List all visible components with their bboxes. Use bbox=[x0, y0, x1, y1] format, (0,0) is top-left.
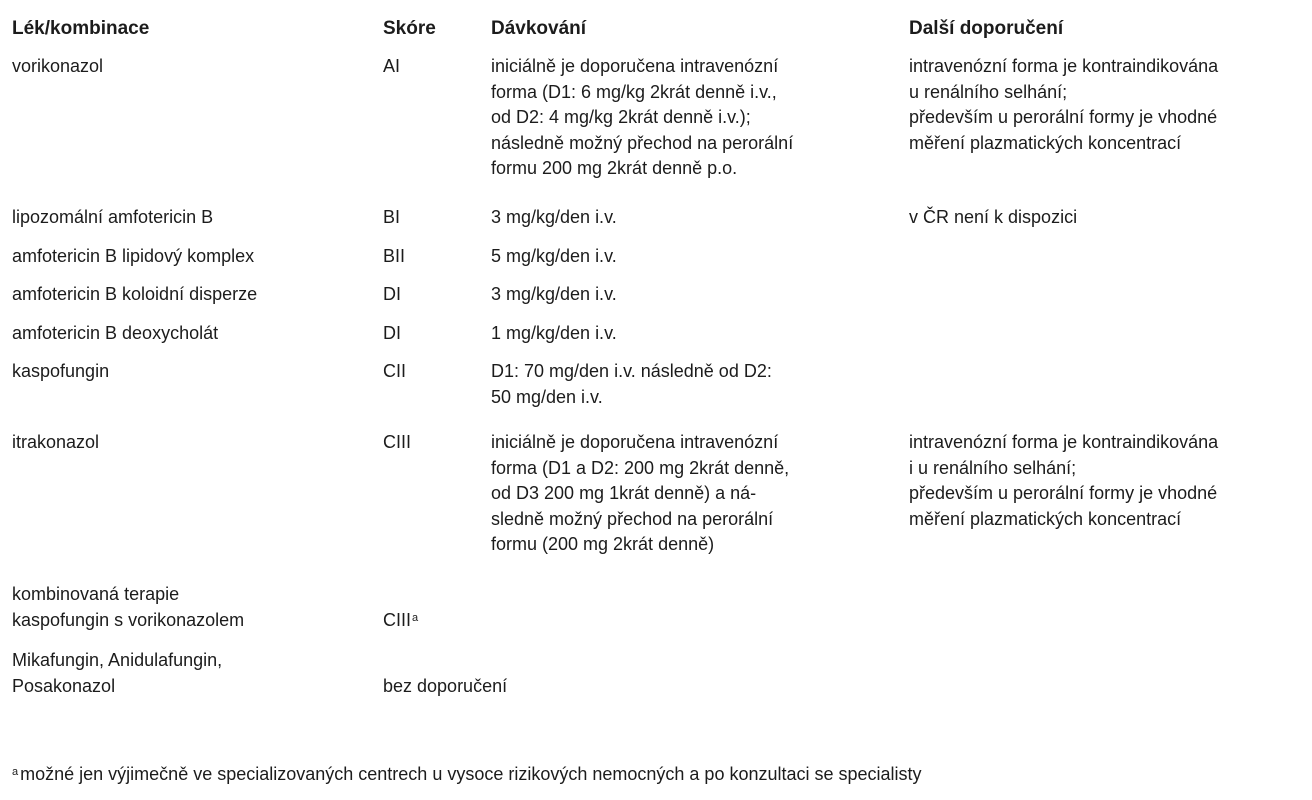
header-dose: Dávkování bbox=[491, 18, 587, 39]
recommendation-cell: intravenózní forma je kontraindikována u renálního selhání; především u perorální formy je vhodné měření plazmatických koncentrací bbox=[909, 56, 1219, 153]
recommendation-cell: intravenózní forma je kontraindikována i u renálního selhání; především u perorální formy je vhodné měření plazmatických koncentrací bbox=[909, 432, 1219, 529]
footnote-ref: a bbox=[412, 611, 419, 624]
drug-cell: amfotericin B lipidový komplex bbox=[12, 246, 255, 266]
dose-cell: 3 mg/kg/den i.v. bbox=[491, 207, 617, 227]
score-cell bbox=[383, 608, 418, 634]
drug-cell: Mikafungin, Anidulafungin, Posakonazol bbox=[12, 650, 223, 696]
score-cell: CIII bbox=[383, 432, 412, 452]
dose-cell: iniciálně je doporučena intravenózní forma (D1 a D2: 200 mg 2krát denně, od D3 200 mg 1krát denně) a ná- sledně možný přechod na perorální formu (200 mg 2krát denně) bbox=[491, 432, 790, 554]
score-cell: AI bbox=[383, 56, 401, 76]
score-cell: DI bbox=[383, 284, 401, 304]
dose-cell: D1: 70 mg/den i.v. následně od D2: 50 mg/den i.v. bbox=[491, 361, 772, 407]
footnote bbox=[12, 762, 922, 786]
drug-cell: amfotericin B deoxycholát bbox=[12, 323, 219, 343]
header-drug: Lék/kombinace bbox=[12, 18, 150, 39]
score-cell: CII bbox=[383, 361, 407, 381]
drug-cell: kombinovaná terapie kaspofungin s vorikonazolem bbox=[12, 584, 245, 630]
drug-cell: amfotericin B koloidní disperze bbox=[12, 284, 258, 304]
no-recommendation-note: bez doporučení bbox=[383, 675, 508, 696]
score-cell: BII bbox=[383, 246, 406, 266]
score-text: CIII bbox=[383, 609, 412, 630]
drug-cell: itrakonazol bbox=[12, 432, 100, 452]
footnote-mark: a bbox=[12, 766, 19, 778]
dose-cell: iniciálně je doporučena intravenózní forma (D1: 6 mg/kg 2krát denně i.v., od D2: 4 mg/kg 2krát denně i.v.); následně možný přechod na perorální formu 200 mg 2krát denně p.o. bbox=[491, 56, 794, 178]
drug-cell: lipozomální amfotericin B bbox=[12, 207, 214, 227]
score-cell: DI bbox=[383, 323, 401, 343]
drug-cell: vorikonazol bbox=[12, 56, 104, 76]
recommendation-cell: v ČR není k dispozici bbox=[909, 207, 1078, 227]
drug-cell: kaspofungin bbox=[12, 361, 110, 381]
dose-cell: 1 mg/kg/den i.v. bbox=[491, 323, 617, 343]
footnote-text: možné jen výjimečně ve specializovaných centrech u vysoce rizikových nemocných a po konzultaci se specialisty bbox=[20, 764, 922, 784]
header-recommendation: Další doporučení bbox=[909, 18, 1064, 39]
header-score: Skóre bbox=[383, 18, 436, 39]
score-cell: BI bbox=[383, 207, 401, 227]
dose-cell: 3 mg/kg/den i.v. bbox=[491, 284, 617, 304]
dose-cell: 5 mg/kg/den i.v. bbox=[491, 246, 617, 266]
